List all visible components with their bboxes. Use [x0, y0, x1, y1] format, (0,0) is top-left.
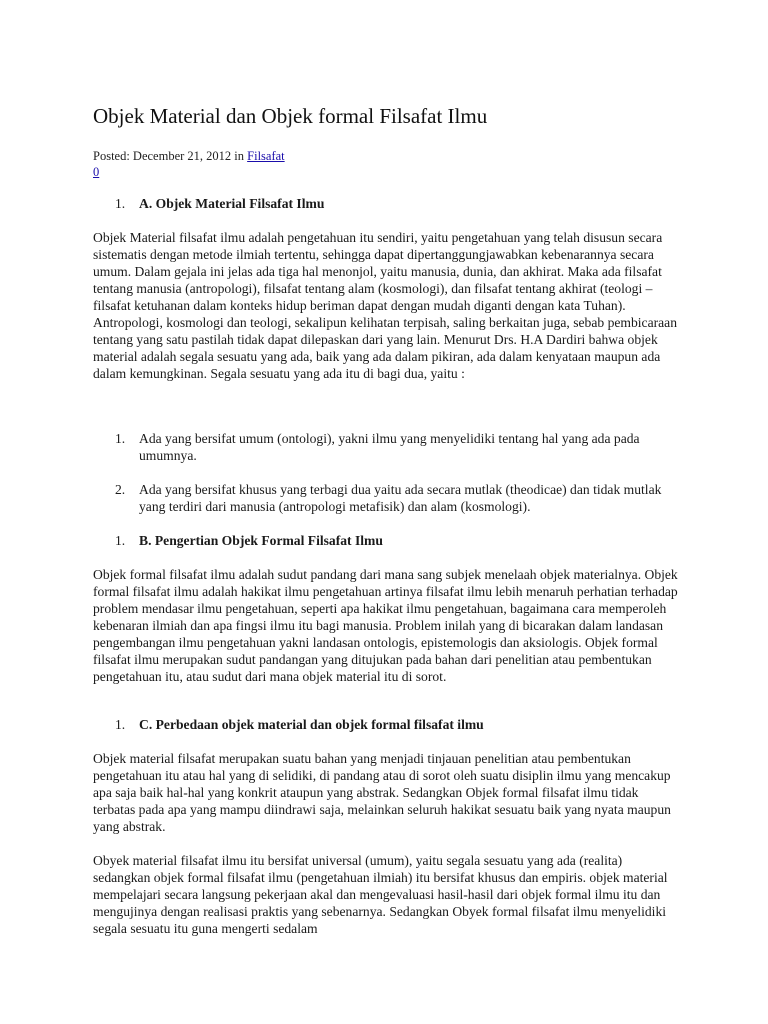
comments-count-link[interactable]: 0: [93, 165, 100, 179]
section-heading-a: [115, 195, 679, 212]
category-link[interactable]: Filsafat: [247, 149, 285, 163]
paragraph-perbedaan-1: Objek material filsafat merupakan suatu bahan yang menjadi tinjauan penelitian atau pembentukan pengetahuan itu atau hal yang di selidiki, di pandang atau di sorot oleh suatu disiplin ilmu yang mencakup apa saja baik hal-hal yang konkrit ataupun yang abstrak. Sedangkan Objek formal filsafat ilmu tidak terbatas pada apa yang mampu diindrawi saja, melainkan seluruh hakikat sesuatu baik yang nyata maupun yang abstrak.: [93, 751, 671, 834]
section-heading-text: B. Pengertian Objek Formal Filsafat Ilmu: [139, 533, 383, 548]
page-title: Objek Material dan Objek formal Filsafat Ilmu: [93, 104, 488, 128]
section-heading-text: A. Objek Material Filsafat Ilmu: [139, 196, 325, 211]
list-number: 1.: [115, 431, 126, 446]
list-item: [115, 430, 679, 464]
list-number: 1.: [115, 196, 126, 211]
section-heading-b: [115, 532, 679, 549]
list-item-text: Ada yang bersifat umum (ontologi), yakni ilmu yang menyelidiki tentang hal yang ada pada umumnya.: [139, 431, 640, 463]
paragraph-objek-material: Objek Material filsafat ilmu adalah pengetahuan itu sendiri, yaitu pengetahuan yang telah disusun secara sistematis dengan metode ilmiah tertentu, sehingga dapat dipertanggungjawabkan kebenarannya secara umum. Dalam gejala ini jelas ada tiga hal menonjol, yaitu manusia, dunia, dan akhirat. Maka ada filsafat tentang manusia (antropologi), filsafat tentang alam (kosmologi), dan filsafat tentang akhirat (teologi – filsafat ketuhanan dalam konteks hidup beriman dapat dengan mudah diganti dengan kata Tuhan). Antropologi, kosmologi dan teologi, sekalipun kelihatan terpisah, saling berkaitan juga, sebab pembicaraan tentang yang satu pastilah tidak dapat dilepaskan dari yang lain. Menurut Drs. H.A Dardiri bahwa objek material adalah segala sesuatu yang ada, baik yang ada dalam pikiran, ada dalam kenyataan maupun ada dalam kemungkinan. Segala sesuatu yang ada itu di bagi dua, yaitu :: [93, 230, 678, 381]
post-meta: [93, 148, 285, 180]
list-number: 1.: [115, 533, 126, 548]
list-number: 2.: [115, 482, 126, 497]
paragraph-perbedaan-2: Obyek material filsafat ilmu itu bersifat universal (umum), yaitu segala sesuatu yang ada (realita) sedangkan objek formal filsafat ilmu (pengetahuan ilmiah) itu bersifat khusus dan empiris. objek material mempelajari secara langsung pekerjaan akal dan mengevaluasi hasil-hasil dari objek formal ilmu itu dan mengujinya dengan realisasi praktis yang sebenarnya. Sedangkan Obyek formal filsafat ilmu menyelidiki segala sesuatu itu guna mengerti sedalam: [93, 853, 668, 936]
list-item-text: Ada yang bersifat khusus yang terbagi dua yaitu ada secara mutlak (theodicae) dan tidak mutlak yang terdiri dari manusia (antropologi metafisik) dan alam (kosmologi).: [139, 482, 662, 514]
list-number: 1.: [115, 717, 126, 732]
section-heading-c: [115, 716, 679, 733]
posted-date: Posted: December 21, 2012 in: [93, 149, 248, 163]
list-item: [115, 481, 679, 515]
section-heading-text: C. Perbedaan objek material dan objek formal filsafat ilmu: [139, 717, 484, 732]
paragraph-objek-formal: Objek formal filsafat ilmu adalah sudut pandang dari mana sang subjek menelaah objek materialnya. Objek formal filsafat ilmu adalah hakikat ilmu pengetahuan artinya filsafat ilmu lebih menaruh perhatian terhadap problem mendasar ilmu pengetahuan, seperti apa hakikat ilmu pengetahuan, bagaimana cara memperoleh kebenaran ilmiah dan apa fingsi ilmu itu bagi manusia. Problem inilah yang di bicarakan dalam landasan pengembangan ilmu pengetahuan yakni landasan ontologis, epistemologis dan aksiologis. Objek formal filsafat ilmu merupakan sudut pandangan yang ditujukan pada bahan dari penelitian atau pembentukan pengetahuan itu, atau sudut dari mana objek material itu di sorot.: [93, 567, 678, 684]
